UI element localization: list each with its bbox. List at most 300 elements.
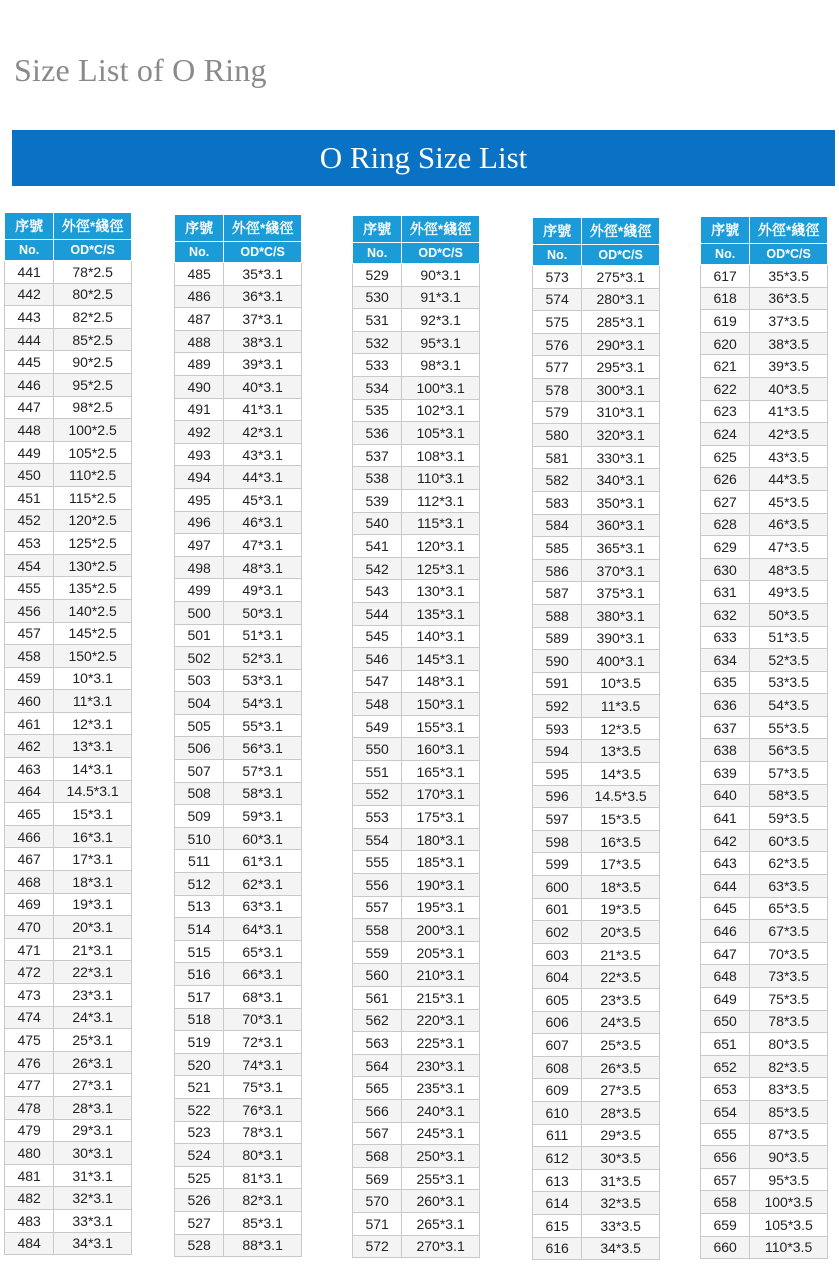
row-number: 467 — [5, 848, 54, 871]
header-size-en: OD*C/S — [402, 243, 480, 264]
table-row — [5, 419, 132, 442]
row-size: 50*3.1 — [224, 601, 302, 624]
row-size: 310*3.1 — [582, 401, 660, 424]
page-title: Size List of O Ring — [14, 52, 267, 88]
table-row — [5, 1232, 132, 1255]
row-number: 445 — [5, 351, 54, 374]
row-size: 235*3.1 — [402, 1077, 480, 1100]
table-row — [533, 1034, 660, 1057]
table-row — [701, 310, 828, 333]
header-size-cn: 外徑*綫徑 — [402, 216, 480, 243]
table-row — [5, 373, 132, 396]
row-size: 102*3.1 — [402, 399, 480, 422]
row-size: 43*3.5 — [750, 445, 828, 468]
table-row — [533, 695, 660, 718]
row-size: 44*3.1 — [224, 466, 302, 489]
row-number: 610 — [533, 1101, 582, 1124]
table-row — [5, 961, 132, 984]
row-number: 652 — [701, 1055, 750, 1078]
row-number: 560 — [353, 964, 402, 987]
table-row — [701, 649, 828, 672]
row-number: 497 — [175, 534, 224, 557]
row-size: 21*3.1 — [54, 938, 132, 961]
row-number: 501 — [175, 624, 224, 647]
table-row — [533, 898, 660, 921]
row-number: 442 — [5, 283, 54, 306]
table-row — [353, 738, 480, 761]
table-row — [353, 693, 480, 716]
row-number: 527 — [175, 1211, 224, 1234]
row-number: 543 — [353, 580, 402, 603]
row-size: 24*3.5 — [582, 1011, 660, 1034]
row-number: 656 — [701, 1146, 750, 1169]
row-size: 41*3.5 — [750, 400, 828, 423]
row-number: 608 — [533, 1056, 582, 1079]
row-size: 130*3.1 — [402, 580, 480, 603]
table-row — [175, 579, 302, 602]
table-row — [353, 309, 480, 332]
row-number: 453 — [5, 532, 54, 555]
row-size: 148*3.1 — [402, 670, 480, 693]
table-row — [533, 1079, 660, 1102]
row-number: 563 — [353, 1032, 402, 1055]
row-number: 592 — [533, 695, 582, 718]
row-number: 659 — [701, 1213, 750, 1236]
table-row — [533, 808, 660, 831]
row-number: 507 — [175, 760, 224, 783]
row-size: 20*3.1 — [54, 916, 132, 939]
table-row — [533, 1214, 660, 1237]
row-number: 557 — [353, 896, 402, 919]
table-row — [353, 1099, 480, 1122]
table-row — [5, 645, 132, 668]
row-size: 15*3.1 — [54, 803, 132, 826]
row-size: 245*3.1 — [402, 1122, 480, 1145]
table-row — [533, 921, 660, 944]
row-size: 27*3.1 — [54, 1074, 132, 1097]
row-number: 476 — [5, 1051, 54, 1074]
row-number: 466 — [5, 825, 54, 848]
row-number: 522 — [175, 1098, 224, 1121]
row-number: 517 — [175, 986, 224, 1009]
table-row — [353, 1054, 480, 1077]
row-size: 112*3.1 — [402, 489, 480, 512]
row-number: 574 — [533, 288, 582, 311]
table-row — [533, 989, 660, 1012]
table-row — [175, 714, 302, 737]
table-row — [701, 490, 828, 513]
table-row — [353, 1235, 480, 1258]
table-row — [5, 712, 132, 735]
row-size: 37*3.1 — [224, 308, 302, 331]
table-row — [353, 1009, 480, 1032]
row-size: 87*3.5 — [750, 1123, 828, 1146]
row-number: 477 — [5, 1074, 54, 1097]
row-number: 660 — [701, 1236, 750, 1259]
table-row — [701, 400, 828, 423]
row-size: 230*3.1 — [402, 1054, 480, 1077]
table-row — [701, 897, 828, 920]
row-size: 83*3.5 — [750, 1078, 828, 1101]
row-number: 605 — [533, 989, 582, 1012]
table-row — [353, 354, 480, 377]
row-size: 82*2.5 — [54, 306, 132, 329]
row-size: 125*2.5 — [54, 532, 132, 555]
row-size: 28*3.5 — [582, 1101, 660, 1124]
row-number: 585 — [533, 537, 582, 560]
table-row — [5, 1119, 132, 1142]
row-size: 58*3.5 — [750, 784, 828, 807]
row-number: 575 — [533, 311, 582, 334]
table-row — [353, 1077, 480, 1100]
row-size: 40*3.5 — [750, 377, 828, 400]
table-row — [353, 941, 480, 964]
row-size: 170*3.1 — [402, 783, 480, 806]
table-row — [701, 1100, 828, 1123]
row-number: 580 — [533, 424, 582, 447]
table-row — [701, 716, 828, 739]
row-number: 519 — [175, 1031, 224, 1054]
row-size: 290*3.1 — [582, 333, 660, 356]
table-row — [5, 464, 132, 487]
row-number: 629 — [701, 536, 750, 559]
row-number: 620 — [701, 332, 750, 355]
row-size: 56*3.1 — [224, 737, 302, 760]
table-row — [175, 466, 302, 489]
row-number: 618 — [701, 287, 750, 310]
table-row — [5, 486, 132, 509]
row-size: 51*3.1 — [224, 624, 302, 647]
row-size: 38*3.5 — [750, 332, 828, 355]
table-row — [701, 762, 828, 785]
row-number: 520 — [175, 1053, 224, 1076]
row-size: 340*3.1 — [582, 469, 660, 492]
row-number: 525 — [175, 1166, 224, 1189]
row-number: 441 — [5, 261, 54, 284]
row-size: 81*3.1 — [224, 1166, 302, 1189]
row-size: 240*3.1 — [402, 1099, 480, 1122]
table-row — [533, 604, 660, 627]
table-row — [5, 283, 132, 306]
row-number: 597 — [533, 808, 582, 831]
table-row — [353, 376, 480, 399]
table-row — [533, 1124, 660, 1147]
row-number: 615 — [533, 1214, 582, 1237]
row-number: 591 — [533, 672, 582, 695]
row-size: 135*2.5 — [54, 577, 132, 600]
row-size: 80*3.1 — [224, 1144, 302, 1167]
row-number: 599 — [533, 853, 582, 876]
row-number: 602 — [533, 921, 582, 944]
row-number: 564 — [353, 1054, 402, 1077]
row-size: 175*3.1 — [402, 806, 480, 829]
table-row — [353, 987, 480, 1010]
row-size: 140*2.5 — [54, 599, 132, 622]
row-number: 553 — [353, 806, 402, 829]
row-number: 633 — [701, 626, 750, 649]
row-number: 583 — [533, 491, 582, 514]
table-row — [533, 333, 660, 356]
row-size: 130*2.5 — [54, 554, 132, 577]
row-size: 100*3.5 — [750, 1191, 828, 1214]
row-size: 85*3.1 — [224, 1211, 302, 1234]
row-number: 459 — [5, 667, 54, 690]
row-number: 628 — [701, 513, 750, 536]
row-size: 25*3.5 — [582, 1034, 660, 1057]
row-size: 58*3.1 — [224, 782, 302, 805]
row-number: 640 — [701, 784, 750, 807]
row-size: 50*3.5 — [750, 603, 828, 626]
table-row — [353, 557, 480, 580]
row-number: 614 — [533, 1192, 582, 1215]
row-size: 135*3.1 — [402, 602, 480, 625]
row-size: 33*3.1 — [54, 1209, 132, 1232]
row-size: 62*3.5 — [750, 852, 828, 875]
row-size: 29*3.5 — [582, 1124, 660, 1147]
table-row — [353, 648, 480, 671]
table-row — [701, 807, 828, 830]
row-number: 542 — [353, 557, 402, 580]
table-row — [175, 511, 302, 534]
table-row — [5, 780, 132, 803]
table-row — [701, 265, 828, 288]
row-number: 547 — [353, 670, 402, 693]
row-size: 31*3.1 — [54, 1164, 132, 1187]
table-row — [533, 311, 660, 334]
row-size: 150*2.5 — [54, 645, 132, 668]
row-size: 35*3.1 — [224, 263, 302, 286]
table-row — [533, 266, 660, 289]
table-row — [353, 761, 480, 784]
row-size: 82*3.1 — [224, 1189, 302, 1212]
row-number: 657 — [701, 1168, 750, 1191]
row-number: 638 — [701, 739, 750, 762]
row-number: 443 — [5, 306, 54, 329]
row-number: 506 — [175, 737, 224, 760]
row-number: 451 — [5, 486, 54, 509]
row-number: 607 — [533, 1034, 582, 1057]
header-size-en: OD*C/S — [582, 245, 660, 266]
row-number: 581 — [533, 446, 582, 469]
row-size: 75*3.5 — [750, 988, 828, 1011]
table-row — [533, 469, 660, 492]
table-row — [5, 599, 132, 622]
row-number: 558 — [353, 919, 402, 942]
row-size: 22*3.1 — [54, 961, 132, 984]
table-row — [175, 1121, 302, 1144]
row-number: 576 — [533, 333, 582, 356]
table-row — [175, 850, 302, 873]
row-number: 536 — [353, 422, 402, 445]
table-row — [701, 784, 828, 807]
table-row — [175, 963, 302, 986]
row-size: 41*3.1 — [224, 398, 302, 421]
table-row — [353, 602, 480, 625]
table-row — [533, 559, 660, 582]
size-table — [4, 212, 132, 1255]
table-row — [353, 286, 480, 309]
row-number: 455 — [5, 577, 54, 600]
row-size: 120*3.1 — [402, 535, 480, 558]
size-table — [174, 214, 302, 1257]
row-size: 10*3.1 — [54, 667, 132, 690]
row-number: 573 — [533, 266, 582, 289]
table-row — [5, 984, 132, 1007]
table-row — [5, 938, 132, 961]
row-number: 651 — [701, 1033, 750, 1056]
table-row — [5, 1051, 132, 1074]
table-row — [5, 328, 132, 351]
table-row — [533, 424, 660, 447]
header-size-cn: 外徑*綫徑 — [582, 218, 660, 245]
table-row — [5, 1142, 132, 1165]
table-row — [175, 895, 302, 918]
row-number: 488 — [175, 330, 224, 353]
header-row-en — [533, 245, 660, 266]
row-size: 375*3.1 — [582, 582, 660, 605]
row-size: 330*3.1 — [582, 446, 660, 469]
row-size: 350*3.1 — [582, 491, 660, 514]
row-number: 510 — [175, 827, 224, 850]
row-size: 85*3.5 — [750, 1100, 828, 1123]
row-number: 447 — [5, 396, 54, 419]
table-row — [533, 1147, 660, 1170]
row-number: 647 — [701, 942, 750, 965]
row-number: 524 — [175, 1144, 224, 1167]
table-row — [701, 1236, 828, 1259]
row-size: 150*3.1 — [402, 693, 480, 716]
table-row — [5, 848, 132, 871]
row-number: 473 — [5, 984, 54, 1007]
row-size: 26*3.5 — [582, 1056, 660, 1079]
row-size: 27*3.5 — [582, 1079, 660, 1102]
row-size: 61*3.1 — [224, 850, 302, 873]
row-number: 461 — [5, 712, 54, 735]
table-row — [533, 1192, 660, 1215]
row-size: 16*3.5 — [582, 830, 660, 853]
row-size: 13*3.5 — [582, 740, 660, 763]
row-number: 636 — [701, 694, 750, 717]
table-row — [701, 1191, 828, 1214]
row-size: 65*3.5 — [750, 897, 828, 920]
header-row-en — [701, 244, 828, 265]
row-size: 11*3.1 — [54, 690, 132, 713]
row-size: 400*3.1 — [582, 650, 660, 673]
table-row — [5, 758, 132, 781]
row-size: 53*3.1 — [224, 669, 302, 692]
row-number: 635 — [701, 671, 750, 694]
table-row — [701, 852, 828, 875]
row-size: 90*3.5 — [750, 1146, 828, 1169]
row-size: 250*3.1 — [402, 1145, 480, 1168]
row-size: 215*3.1 — [402, 987, 480, 1010]
header-no-en: No. — [353, 243, 402, 264]
table-row — [533, 288, 660, 311]
header-no-cn: 序號 — [701, 217, 750, 244]
row-number: 562 — [353, 1009, 402, 1032]
row-size: 210*3.1 — [402, 964, 480, 987]
row-size: 26*3.1 — [54, 1051, 132, 1074]
size-table — [700, 216, 828, 1259]
row-number: 475 — [5, 1029, 54, 1052]
row-number: 479 — [5, 1119, 54, 1142]
table-row — [701, 626, 828, 649]
row-number: 653 — [701, 1078, 750, 1101]
table-row — [353, 1167, 480, 1190]
header-size-cn: 外徑*綫徑 — [750, 217, 828, 244]
table-row — [701, 965, 828, 988]
row-size: 48*3.1 — [224, 556, 302, 579]
row-number: 570 — [353, 1190, 402, 1213]
table-row — [175, 285, 302, 308]
row-number: 643 — [701, 852, 750, 875]
row-size: 105*2.5 — [54, 441, 132, 464]
table-row — [5, 893, 132, 916]
table-row — [533, 830, 660, 853]
row-number: 523 — [175, 1121, 224, 1144]
row-size: 11*3.5 — [582, 695, 660, 718]
row-size: 64*3.1 — [224, 918, 302, 941]
row-number: 616 — [533, 1237, 582, 1260]
row-number: 648 — [701, 965, 750, 988]
table-row — [701, 1146, 828, 1169]
row-number: 532 — [353, 331, 402, 354]
row-size: 73*3.5 — [750, 965, 828, 988]
table-row — [175, 556, 302, 579]
header-size-en: OD*C/S — [54, 240, 132, 261]
row-number: 454 — [5, 554, 54, 577]
row-number: 545 — [353, 625, 402, 648]
table-row — [533, 1056, 660, 1079]
table-row — [5, 577, 132, 600]
table-row — [175, 1211, 302, 1234]
row-number: 631 — [701, 581, 750, 604]
row-number: 469 — [5, 893, 54, 916]
row-size: 88*3.1 — [224, 1234, 302, 1257]
table-row — [175, 421, 302, 444]
row-size: 300*3.1 — [582, 378, 660, 401]
row-size: 370*3.1 — [582, 559, 660, 582]
row-number: 500 — [175, 601, 224, 624]
row-number: 533 — [353, 354, 402, 377]
row-number: 617 — [701, 265, 750, 288]
table-row — [533, 740, 660, 763]
row-size: 63*3.5 — [750, 875, 828, 898]
row-size: 25*3.1 — [54, 1029, 132, 1052]
table-row — [5, 396, 132, 419]
row-number: 644 — [701, 875, 750, 898]
table-row — [701, 1078, 828, 1101]
row-number: 639 — [701, 762, 750, 785]
row-number: 528 — [175, 1234, 224, 1257]
row-number: 572 — [353, 1235, 402, 1258]
row-size: 63*3.1 — [224, 895, 302, 918]
row-number: 637 — [701, 716, 750, 739]
table-row — [353, 919, 480, 942]
row-size: 190*3.1 — [402, 874, 480, 897]
row-size: 80*3.5 — [750, 1033, 828, 1056]
row-number: 582 — [533, 469, 582, 492]
row-number: 622 — [701, 377, 750, 400]
row-number: 565 — [353, 1077, 402, 1100]
table-row — [5, 803, 132, 826]
row-size: 33*3.5 — [582, 1214, 660, 1237]
row-number: 513 — [175, 895, 224, 918]
row-number: 550 — [353, 738, 402, 761]
row-number: 468 — [5, 871, 54, 894]
table-row — [175, 443, 302, 466]
row-size: 365*3.1 — [582, 537, 660, 560]
